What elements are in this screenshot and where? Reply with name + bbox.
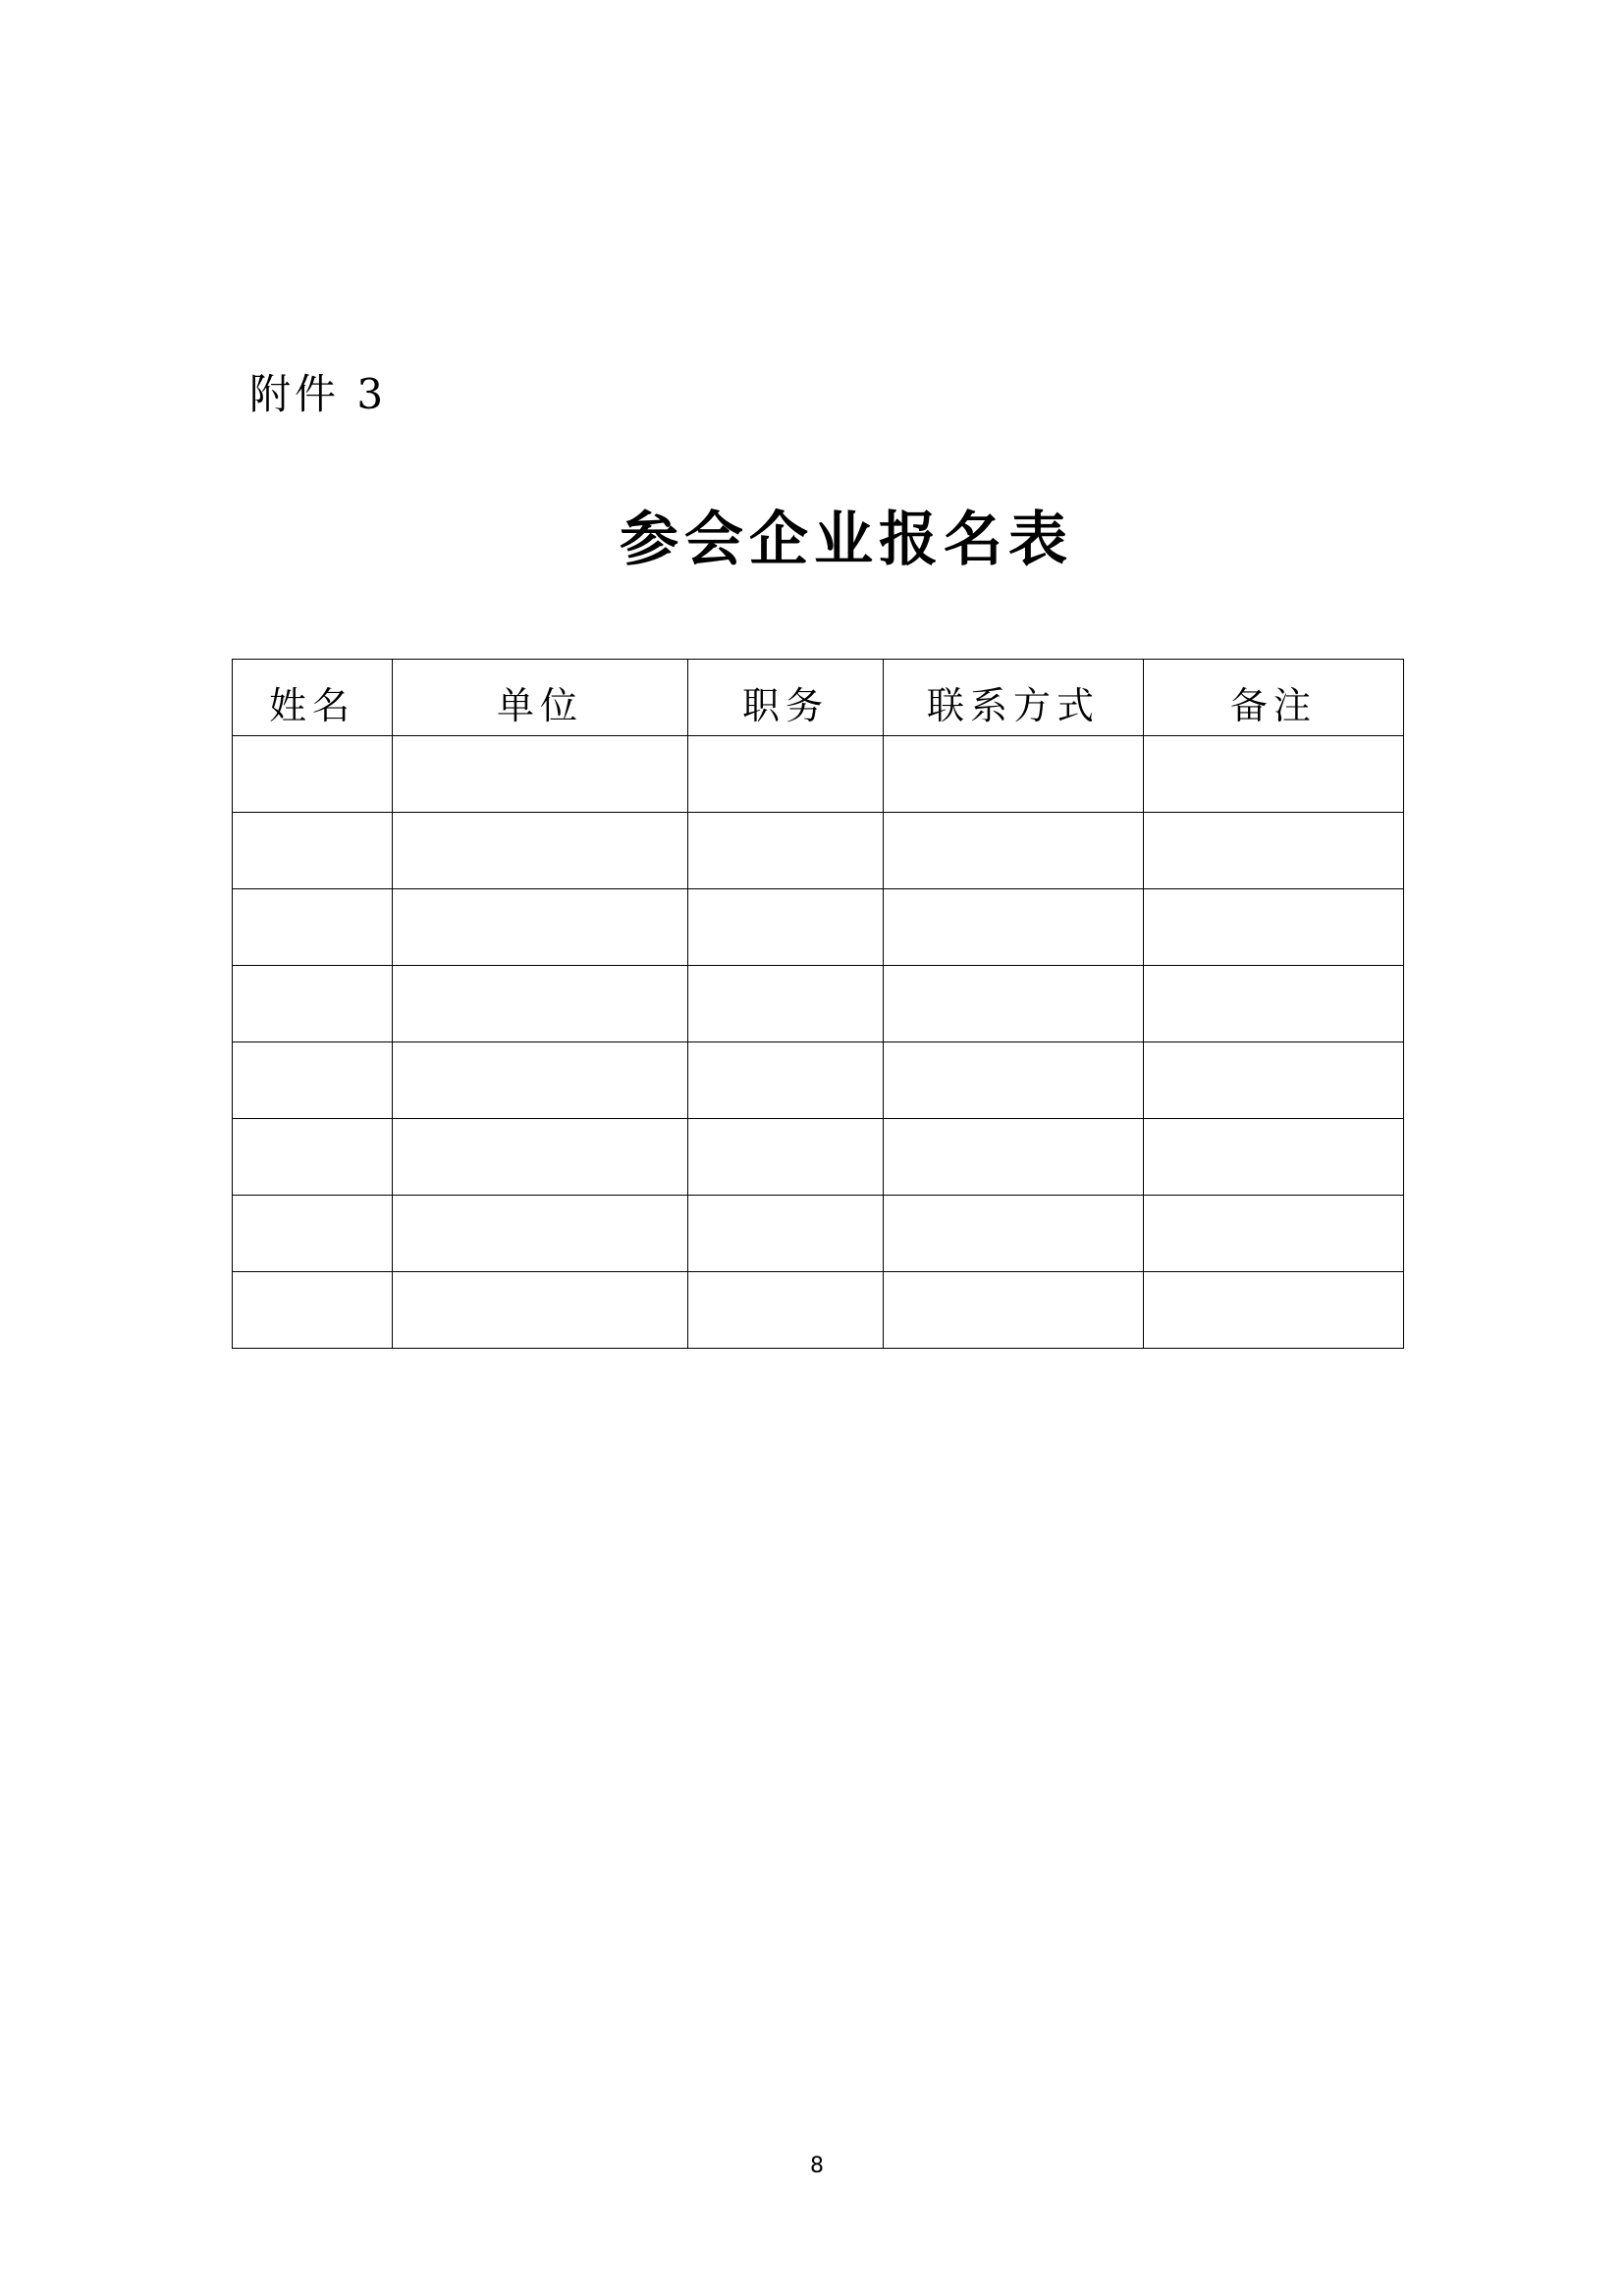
table-cell: [688, 1042, 884, 1119]
header-position: 职务: [688, 660, 884, 736]
table-row: [233, 966, 1404, 1042]
table-cell: [393, 736, 688, 813]
table-cell: [884, 1196, 1144, 1272]
table-row: [233, 1272, 1404, 1349]
table-cell: [393, 813, 688, 889]
table-cell: [688, 1119, 884, 1196]
table-cell: [1144, 1196, 1404, 1272]
table-cell: [393, 1042, 688, 1119]
table-cell: [233, 1272, 393, 1349]
table-cell: [884, 813, 1144, 889]
document-title: 参会企业报名表: [620, 506, 1073, 574]
table-cell: [393, 1196, 688, 1272]
page-number: 8: [810, 2154, 824, 2178]
table-cell: [233, 889, 393, 966]
table-cell: [688, 813, 884, 889]
table-cell: [1144, 889, 1404, 966]
table-cell: [688, 889, 884, 966]
table-cell: [393, 966, 688, 1042]
registration-table: [232, 659, 1404, 1349]
table-cell: [1144, 813, 1404, 889]
table-cell: [233, 1119, 393, 1196]
table-cell: [688, 1272, 884, 1349]
table-row: [233, 889, 1404, 966]
table-row: [233, 1196, 1404, 1272]
header-contact: 联系方式: [884, 660, 1144, 736]
header-organization: 单位: [393, 660, 688, 736]
table-cell: [884, 736, 1144, 813]
table-row: [233, 736, 1404, 813]
table-cell: [884, 1042, 1144, 1119]
table-cell: [688, 966, 884, 1042]
table-cell: [233, 1042, 393, 1119]
table-cell: [1144, 1119, 1404, 1196]
table-cell: [688, 1196, 884, 1272]
table-cell: [884, 889, 1144, 966]
table-row: [233, 813, 1404, 889]
table-cell: [688, 736, 884, 813]
table-cell: [1144, 1272, 1404, 1349]
table-cell: [1144, 1042, 1404, 1119]
table-cell: [393, 1119, 688, 1196]
table-cell: [884, 966, 1144, 1042]
table-cell: [233, 813, 393, 889]
table-cell: [884, 1272, 1144, 1349]
table-row: [233, 1119, 1404, 1196]
table-row: [233, 1042, 1404, 1119]
table-cell: [233, 1196, 393, 1272]
table-cell: [1144, 736, 1404, 813]
header-name: 姓名: [233, 660, 393, 736]
table-cell: [393, 889, 688, 966]
table-cell: [233, 966, 393, 1042]
header-remarks: 备注: [1144, 660, 1404, 736]
table-cell: [1144, 966, 1404, 1042]
table-cell: [884, 1119, 1144, 1196]
attachment-label: 附件 3: [249, 370, 388, 418]
table-cell: [393, 1272, 688, 1349]
table-header-row: [233, 660, 1404, 736]
table-cell: [233, 736, 393, 813]
